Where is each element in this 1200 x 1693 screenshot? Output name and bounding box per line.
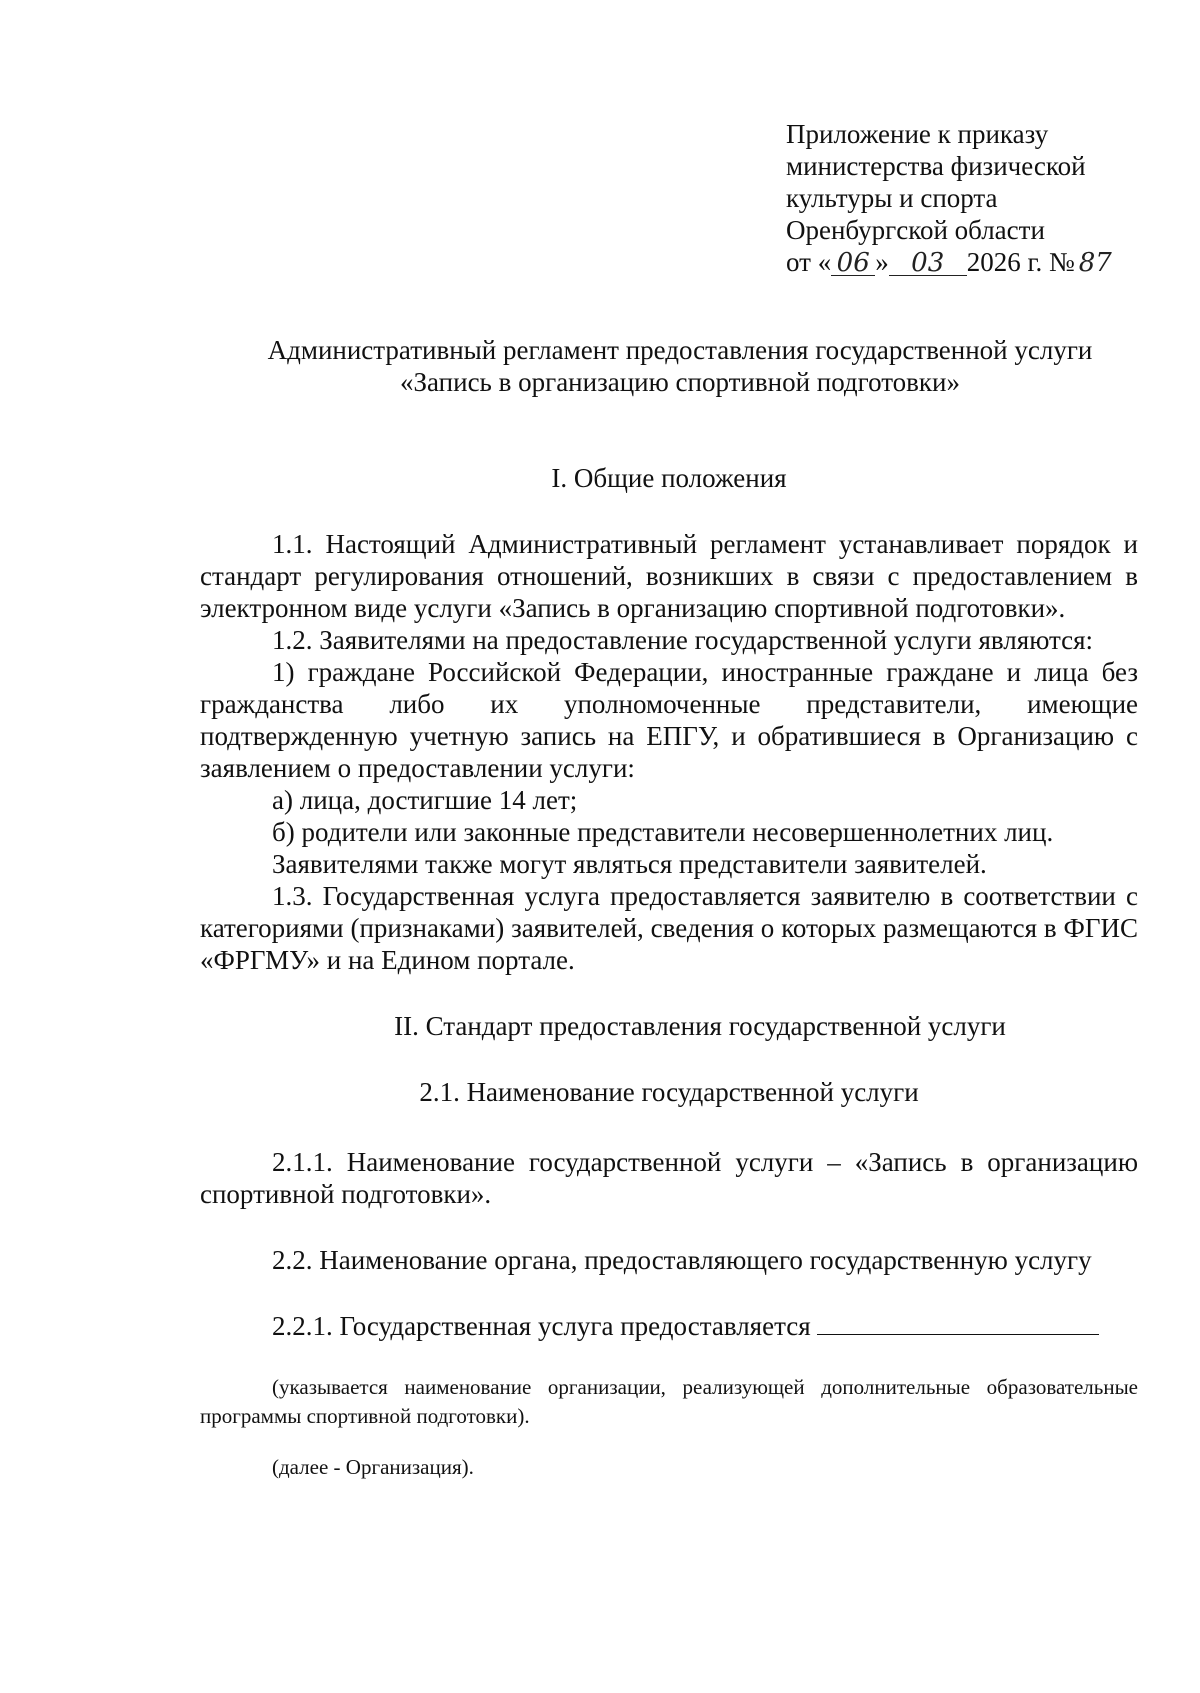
subsection-2-1-heading: 2.1. Наименование государственной услуги [419, 1077, 919, 1107]
date-day-handwritten: 06 [831, 251, 875, 276]
section-1-heading: I. Общие положения [551, 463, 787, 493]
paragraph-2-1-1: 2.1.1. Наименование государственной услуги – «Запись в организацию спортивной подготовки». [200, 1147, 1138, 1209]
title-line-2: «Запись в организацию спортивной подготовки» [400, 367, 960, 397]
paragraph-1-2-a: а) лица, достигшие 14 лет; [272, 785, 578, 815]
appendix-line-3: культуры и спорта [786, 183, 998, 213]
note-block [200, 1373, 1138, 1431]
subsection-2-2-heading-block [200, 1244, 1138, 1276]
document-title [200, 334, 1160, 398]
appendix-line-4: Оренбургской области [786, 215, 1045, 245]
date-mid: » [875, 247, 889, 277]
title-line-1: Административный регламент предоставления государственной услуги [267, 335, 1093, 365]
date-year: 2026 г. № [966, 247, 1075, 277]
paragraph-1-2-b: б) родители или законные представители несовершеннолетних лиц. [272, 817, 1054, 847]
paragraph-1-3: 1.3. Государственная услуга предоставляется заявителю в соответствии с категориями (признаками) заявителей, сведения о которых размещаются в ФГИС «ФРГМУ» и на Едином портале. [200, 881, 1138, 975]
organization-note: (указывается наименование организации, реализующей дополнительные образовательные программы спортивной подготовки). [200, 1375, 1138, 1428]
paragraph-1-2-1: 1) граждане Российской Федерации, иностранные граждане и лица без гражданства либо их уполномоченные представители, имеющие подтвержденную учетную запись на ЕПГУ, и обратившиеся в Организацию с заявлением о предоставлении услуги: [200, 657, 1138, 783]
section-2-heading: II. Стандарт предоставления государственной услуги [394, 1011, 1006, 1041]
blank-fill-line [817, 1312, 1099, 1335]
further-organization: (далее - Организация). [272, 1455, 474, 1479]
appendix-line-2: министерства физической [786, 151, 1086, 181]
date-prefix: от « [786, 247, 832, 277]
paragraph-2-2-1-block [200, 1310, 1138, 1342]
date-month-handwritten: 03 [889, 251, 967, 276]
paragraph-2-2-1 [200, 1310, 1138, 1342]
paragraph-1-2-representatives: Заявителями также могут являться представители заявителей. [272, 849, 987, 879]
paragraph-2-1-1-block [200, 1146, 1138, 1210]
appendix-line-1: Приложение к приказу [786, 119, 1049, 149]
paragraph-2-2-1-text: 2.2.1. Государственная услуга предоставляется [272, 1311, 811, 1341]
further-block [200, 1453, 1138, 1482]
paragraph-1-1: 1.1. Настоящий Административный регламент устанавливает порядок и стандарт регулирования отношений, возникших в связи с предоставлением в электронном виде услуги «Запись в организацию спортивной подготовки». [200, 529, 1138, 623]
section-1-body [200, 528, 1138, 976]
appendix-date-line [786, 246, 1166, 278]
appendix-block [786, 118, 1166, 278]
subsection-2-2-heading: 2.2. Наименование органа, предоставляющего государственную услугу [272, 1245, 1092, 1275]
paragraph-1-2: 1.2. Заявителями на предоставление государственной услуги являются: [272, 625, 1094, 655]
order-number-handwritten: 87 [1078, 248, 1112, 278]
